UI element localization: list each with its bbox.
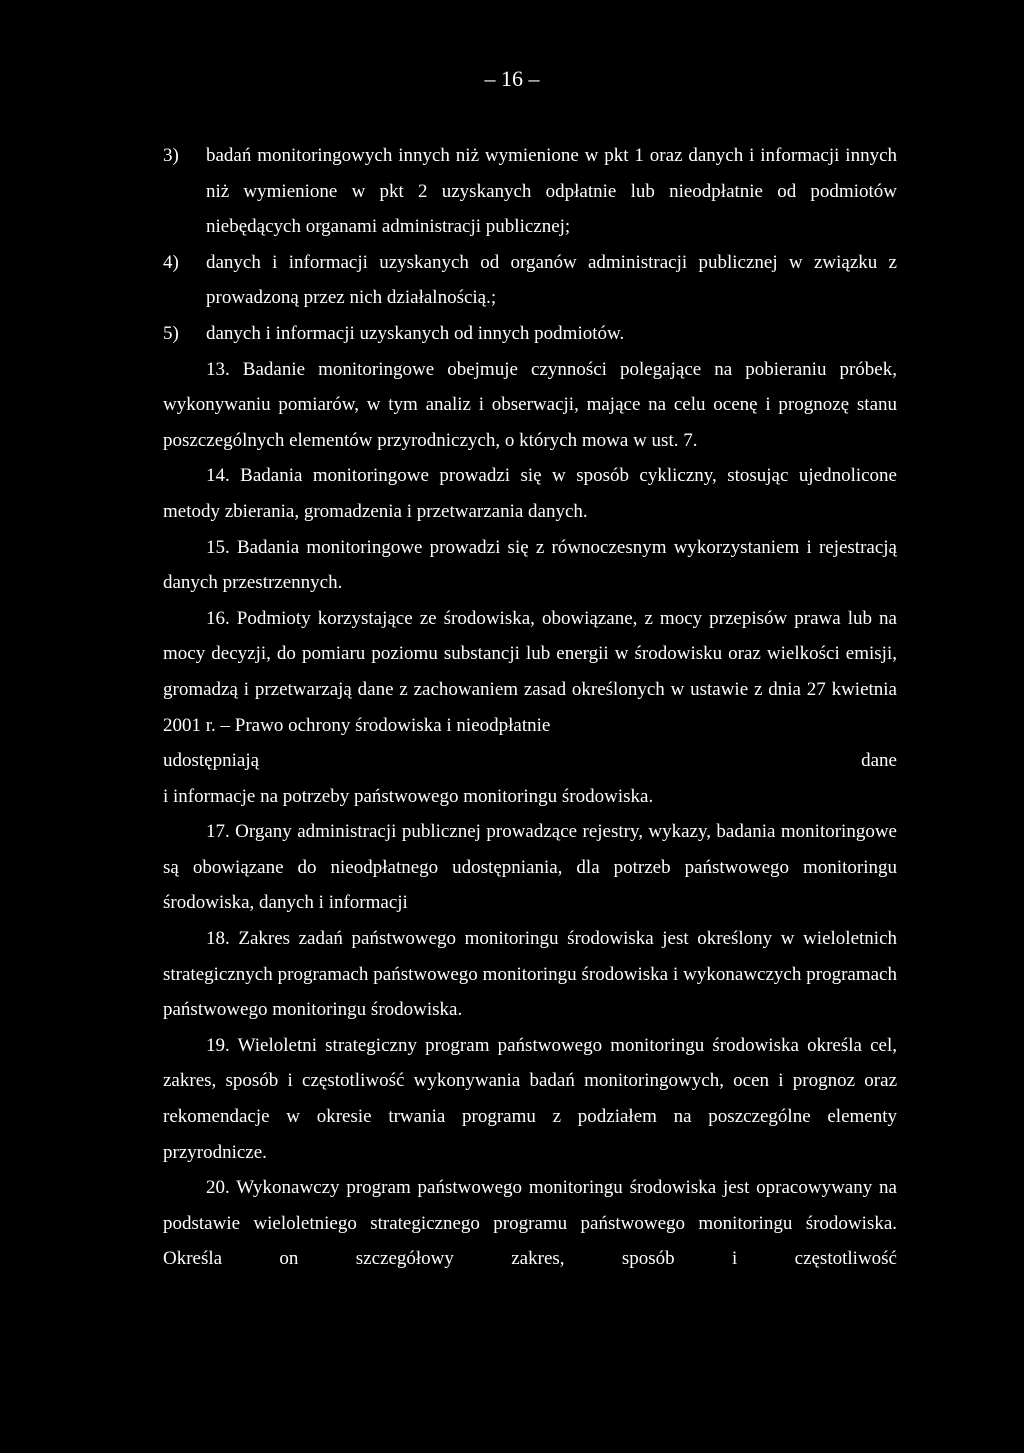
list-item-4 (163, 245, 897, 316)
paragraph-15: 15. Badania monitoringowe prowadzi się z równoczesnym wykorzystaniem i rejestracją danych przestrzennych. (163, 536, 897, 594)
paragraph-14: 14. Badania monitoringowe prowadzi się w sposób cykliczny, stosując ujednolicone metody zbierania, gromadzenia i przetwarzania danych. (163, 465, 897, 522)
paragraph-18: 18. Zakres zadań państwowego monitoringu środowiska jest określony w wieloletnich strategicznych programach państwowego monitoringu środowiska i wykonawczych programach państwowego monitoringu środowiska. (163, 928, 897, 1021)
paragraph-19: 19. Wieloletni strategiczny program państwowego monitoringu środowiska określa cel, zakres, sposób i częstotliwość wykonywania badań monitoringowych, ocen i prognoz oraz rekomendacje w okresie trwania programu z podziałem na poszczególne elementy przyrodnicze. (163, 1034, 897, 1163)
list-item-text: badań monitoringowych innych niż wymienione w pkt 1 oraz danych i informacji innych niż wymienione w pkt 2 uzyskanych odpłatnie lub nieodpłatnie od podmiotów niebędących organami administracji publicznej; (206, 145, 897, 238)
list-item-number: 4) (163, 251, 179, 273)
paragraph-16: 16. Podmioty korzystające ze środowiska, obowiązane, z mocy przepisów prawa lub na mocy decyzji, do pomiaru poziomu substancji lub energii w środowisku oraz wielkości emisji, gromadzą i przetwarzają dane z zachowaniem zasad określonych w ustawie z dnia 27 kwietnia 2001 r. – Prawo ochrony środowiska i nieodpłatnie (163, 607, 897, 736)
paragraph-16-split-left: udostępniają (163, 750, 260, 772)
list-item-text: danych i informacji uzyskanych od organów administracji publicznej w związku z prowadzoną przez nich działalnością.; (206, 251, 897, 309)
list-item-text: danych i informacji uzyskanych od innych podmiotów. (206, 322, 625, 344)
paragraph-20: 20. Wykonawczy program państwowego monitoringu środowiska jest opracowywany na podstawie wieloletniego strategicznego programu państwowego monitoringu środowiska. Określa on szczegółowy zakres, sposób i częstotliwość (163, 1177, 897, 1270)
page-number: – 16 – (484, 66, 540, 91)
paragraph-17: 17. Organy administracji publicznej prowadzące rejestry, wykazy, badania monitoringowe są obowiązane do nieodpłatnego udostępniania, dla potrzeb państwowego monitoringu środowiska, danych i informacji (163, 821, 897, 914)
document-body (163, 138, 897, 1277)
list-item-5 (163, 316, 897, 352)
list-item-number: 5) (163, 322, 179, 344)
paragraph-16-end: i informacje na potrzeby państwowego monitoringu środowiska. (163, 785, 654, 807)
paragraph-13: 13. Badanie monitoringowe obejmuje czynności polegające na pobieraniu próbek, wykonywaniu pomiarów, w tym analiz i obserwacji, mające na celu ocenę i prognozę stanu poszczególnych elementów przyrodniczych, o których mowa w ust. 7. (163, 358, 897, 451)
paragraph-16-split-line (163, 743, 897, 779)
list-item-3 (163, 138, 897, 245)
paragraph-16-split-right: dane (861, 750, 897, 772)
list-item-number: 3) (163, 145, 179, 166)
